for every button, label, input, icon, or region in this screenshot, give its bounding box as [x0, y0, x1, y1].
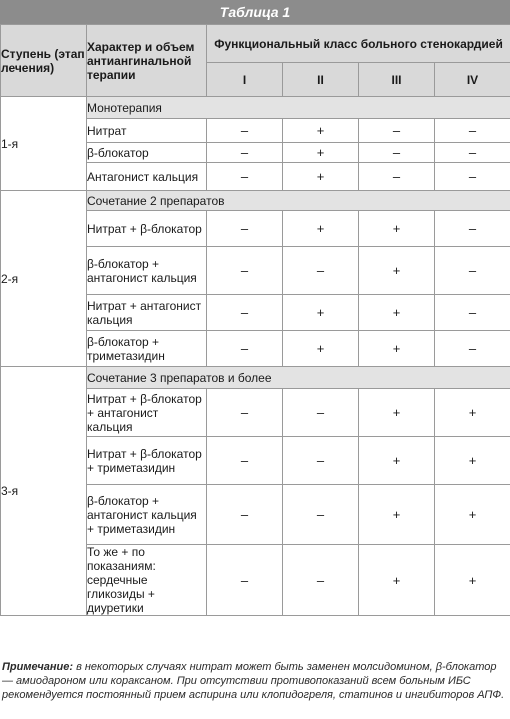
mark-cell-class-2: + [283, 143, 359, 163]
footnote-label: Примечание: [2, 661, 74, 673]
drug-cell: Нитрат + β-блокатор + антагонист кальция [87, 389, 207, 437]
table-body [1, 97, 510, 616]
drug-cell: Нитрат + β-блокатор + триметазидин [87, 437, 207, 485]
mark-cell-class-2: – [283, 485, 359, 545]
drug-cell: Нитрат + β-блокатор [87, 211, 207, 247]
drug-cell: Нитрат + антагонист кальция [87, 295, 207, 331]
header-class-4: IV [435, 63, 510, 97]
header-class-2: II [283, 63, 359, 97]
mark-cell-class-1: – [207, 143, 283, 163]
drug-cell: Антагонист кальция [87, 163, 207, 191]
mark-cell-class-4: – [435, 331, 510, 367]
mark-cell-class-4: – [435, 295, 510, 331]
mark-cell-class-4: – [435, 143, 510, 163]
drug-cell: Нитрат [87, 119, 207, 143]
header-therapy: Характер и объем антиангинальной терапии [87, 25, 207, 97]
drug-cell: β-блокатор + антагонист кальция [87, 247, 207, 295]
mark-cell-class-2: + [283, 211, 359, 247]
header-stage: Ступень (этап лечения) [1, 25, 87, 97]
stage-label: 1-я [1, 97, 87, 191]
header-functional-class: Функциональный класс больного стенокардией [207, 25, 510, 63]
mark-cell-class-3: – [359, 143, 435, 163]
mark-cell-class-4: + [435, 437, 510, 485]
mark-cell-class-2: + [283, 163, 359, 191]
mark-cell-class-3: – [359, 119, 435, 143]
mark-cell-class-1: – [207, 485, 283, 545]
mark-cell-class-4: + [435, 545, 510, 616]
stage-label: 3-я [1, 367, 87, 616]
mark-cell-class-3: + [359, 485, 435, 545]
stage-label: 2-я [1, 191, 87, 367]
mark-cell-class-1: – [207, 437, 283, 485]
mark-cell-class-3: + [359, 331, 435, 367]
mark-cell-class-1: – [207, 163, 283, 191]
mark-cell-class-2: – [283, 247, 359, 295]
drug-cell: То же + по показаниям: сердечные гликозиды + диуретики [87, 545, 207, 616]
group-heading: Сочетание 3 препаратов и более [87, 367, 510, 389]
footnote [2, 660, 508, 702]
mark-cell-class-1: – [207, 119, 283, 143]
mark-cell-class-1: – [207, 247, 283, 295]
drug-cell: β-блокатор + антагонист кальция + триметазидин [87, 485, 207, 545]
mark-cell-class-4: + [435, 485, 510, 545]
footnote-text: в некоторых случаях нитрат может быть заменен молсидомином, β-блокатор — амиодароном или кораксаном. При отсутствии противопоказаний всем больным ИБС рекомендуется постоянный прием аспирина или клопидогреля, статинов и ингибиторов АПФ. [2, 661, 505, 701]
group-heading: Монотерапия [87, 97, 510, 119]
mark-cell-class-2: – [283, 389, 359, 437]
mark-cell-class-2: – [283, 545, 359, 616]
mark-cell-class-4: – [435, 211, 510, 247]
mark-cell-class-3: + [359, 295, 435, 331]
table-title: Таблица 1 [0, 0, 510, 24]
mark-cell-class-2: + [283, 295, 359, 331]
mark-cell-class-2: + [283, 331, 359, 367]
mark-cell-class-1: – [207, 389, 283, 437]
mark-cell-class-3: + [359, 247, 435, 295]
mark-cell-class-1: – [207, 545, 283, 616]
mark-cell-class-4: – [435, 247, 510, 295]
therapy-table [0, 24, 510, 616]
mark-cell-class-1: – [207, 295, 283, 331]
mark-cell-class-4: – [435, 119, 510, 143]
mark-cell-class-3: + [359, 437, 435, 485]
drug-cell: β-блокатор + триметазидин [87, 331, 207, 367]
mark-cell-class-3: + [359, 389, 435, 437]
mark-cell-class-4: + [435, 389, 510, 437]
mark-cell-class-1: – [207, 331, 283, 367]
mark-cell-class-1: – [207, 211, 283, 247]
mark-cell-class-2: + [283, 119, 359, 143]
mark-cell-class-3: – [359, 163, 435, 191]
mark-cell-class-4: – [435, 163, 510, 191]
mark-cell-class-3: + [359, 211, 435, 247]
mark-cell-class-3: + [359, 545, 435, 616]
mark-cell-class-2: – [283, 437, 359, 485]
header-class-1: I [207, 63, 283, 97]
group-heading: Сочетание 2 препаратов [87, 191, 510, 211]
drug-cell: β-блокатор [87, 143, 207, 163]
header-class-3: III [359, 63, 435, 97]
